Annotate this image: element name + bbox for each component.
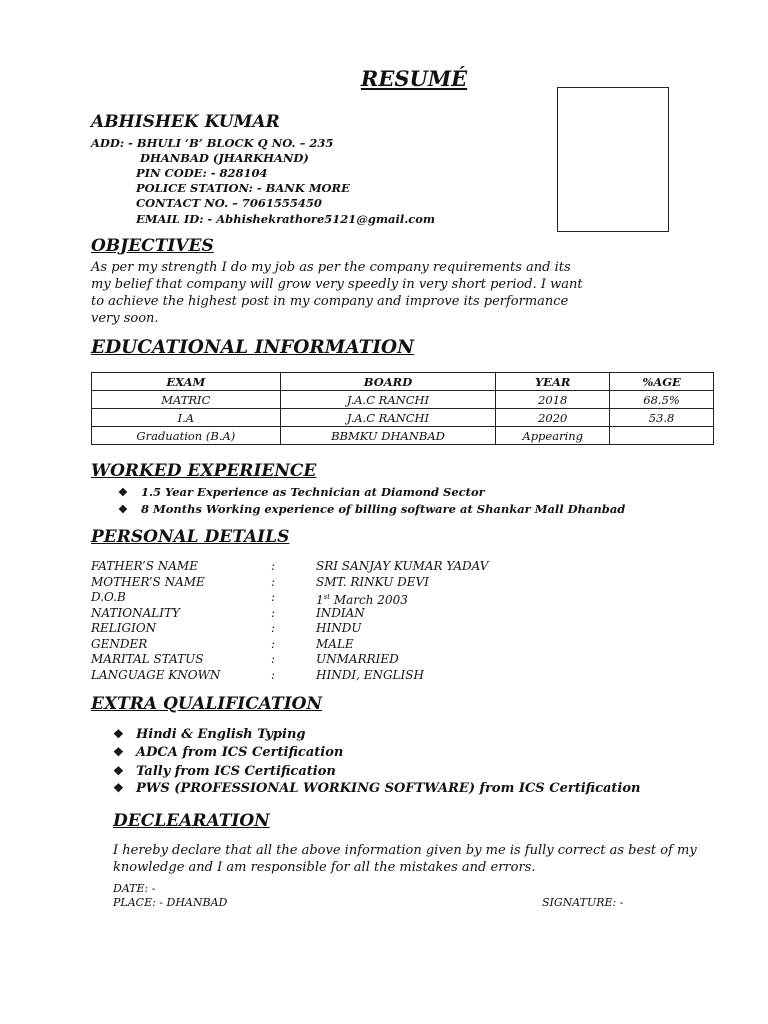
detail-value: MALE xyxy=(316,636,354,651)
table-cell: 2018 xyxy=(496,391,610,409)
pin-code: PIN CODE: - 828104 xyxy=(136,166,268,180)
detail-label: GENDER xyxy=(91,636,148,651)
bullet-icon: ❖ xyxy=(113,745,124,759)
detail-separator: : xyxy=(271,621,276,635)
dob-month-year: March 2003 xyxy=(330,593,408,607)
table-cell: 53.8 xyxy=(610,409,714,427)
experience-heading: WORKED EXPERIENCE xyxy=(91,461,317,481)
objectives-line: very soon. xyxy=(91,311,159,326)
signature-label: SIGNATURE: - xyxy=(542,896,624,909)
personal-details-list xyxy=(91,559,591,683)
detail-separator: : xyxy=(271,574,276,589)
table-header-row xyxy=(92,373,714,391)
detail-label: RELIGION xyxy=(91,621,157,635)
detail-separator: : xyxy=(271,559,276,573)
detail-value: HINDI, ENGLISH xyxy=(316,667,424,682)
qualification-item: ADCA from ICS Certification xyxy=(136,745,344,760)
detail-label: D.O.B xyxy=(91,590,126,604)
table-cell xyxy=(610,427,714,445)
declaration-line: I hereby declare that all the above information given by me is fully correct as best of my xyxy=(113,843,697,858)
experience-item: 1.5 Year Experience as Technician at Diamond Sector xyxy=(141,485,485,499)
police-station: POLICE STATION: - BANK MORE xyxy=(136,181,350,195)
table-cell: I.A xyxy=(92,409,281,427)
declaration-heading: DECLEARATION xyxy=(113,811,270,831)
detail-value: UNMARRIED xyxy=(316,652,399,666)
detail-separator: : xyxy=(271,590,276,604)
detail-label: MARITAL STATUS xyxy=(91,652,204,666)
contact-number: CONTACT NO. – 7061555450 xyxy=(136,196,322,210)
list-item xyxy=(91,637,591,653)
table-cell: BBMKU DHANBAD xyxy=(280,427,496,445)
bullet-icon: ❖ xyxy=(113,781,124,795)
list-item xyxy=(91,559,591,575)
list-item xyxy=(91,590,591,606)
address-line: ADD: - BHULI ‘B’ BLOCK Q NO. – 235 xyxy=(91,136,334,150)
address-city: DHANBAD (JHARKHAND) xyxy=(140,151,309,165)
detail-value: SMT. RINKU DEVI xyxy=(316,574,429,589)
table-cell: J.A.C RANCHI xyxy=(280,391,496,409)
detail-label: FATHER’S NAME xyxy=(91,559,198,573)
bullet-icon: ❖ xyxy=(113,727,124,741)
objectives-line: As per my strength I do my job as per the company requirements and its xyxy=(91,260,571,275)
list-item xyxy=(113,781,641,796)
detail-value: SRI SANJAY KUMAR YADAV xyxy=(316,559,489,573)
detail-value: HINDU xyxy=(316,621,362,635)
qualification-item: Hindi & English Typing xyxy=(136,727,306,742)
objectives-heading: OBJECTIVES xyxy=(91,236,214,256)
table-row xyxy=(92,391,714,409)
place-label: PLACE: - DHANBAD xyxy=(113,896,228,909)
detail-label: NATIONALITY xyxy=(91,605,180,620)
table-cell: MATRIC xyxy=(92,391,281,409)
detail-separator: : xyxy=(271,652,276,666)
list-item xyxy=(118,502,625,516)
bullet-icon: ❖ xyxy=(113,764,124,778)
candidate-name: ABHISHEK KUMAR xyxy=(91,112,280,132)
education-table xyxy=(91,372,714,445)
list-item xyxy=(91,652,591,668)
experience-item: 8 Months Working experience of billing software at Shankar Mall Dhanbad xyxy=(141,502,626,516)
education-heading: EDUCATIONAL INFORMATION xyxy=(91,337,415,358)
detail-label: LANGUAGE KNOWN xyxy=(91,667,221,682)
objectives-line: my belief that company will grow very speedly in very short period. I want xyxy=(91,277,583,292)
list-item xyxy=(118,485,485,499)
declaration-text xyxy=(113,842,713,876)
objectives-text xyxy=(91,259,651,327)
list-item xyxy=(91,621,591,637)
extra-heading: EXTRA QUALIFICATION xyxy=(91,694,323,714)
list-item xyxy=(91,606,591,622)
table-cell: Graduation (B.A) xyxy=(92,427,281,445)
list-item xyxy=(113,745,343,760)
table-row xyxy=(92,409,714,427)
column-header-board: BOARD xyxy=(280,373,496,391)
bullet-icon: ❖ xyxy=(118,486,128,499)
table-cell: 2020 xyxy=(496,409,610,427)
qualification-item: PWS (PROFESSIONAL WORKING SOFTWARE) from ICS Certification xyxy=(136,781,641,796)
date-label: DATE: - xyxy=(113,882,156,895)
dob-suffix: st xyxy=(323,593,331,601)
qualification-item: Tally from ICS Certification xyxy=(136,764,336,779)
detail-separator: : xyxy=(271,605,276,620)
dob-day: 1 xyxy=(316,593,324,607)
photo-box xyxy=(557,87,669,232)
objectives-line: to achieve the highest post in my company and improve its performance xyxy=(91,294,569,309)
list-item xyxy=(91,575,591,591)
table-cell: J.A.C RANCHI xyxy=(280,409,496,427)
column-header-percentage: %AGE xyxy=(610,373,714,391)
list-item xyxy=(113,764,336,779)
resume-title: RESUMÉ xyxy=(360,66,468,91)
detail-value: INDIAN xyxy=(316,605,365,620)
detail-separator: : xyxy=(271,636,276,651)
table-cell: Appearing xyxy=(496,427,610,445)
detail-label: MOTHER’S NAME xyxy=(91,574,205,589)
table-row xyxy=(92,427,714,445)
declaration-line: knowledge and I am responsible for all the mistakes and errors. xyxy=(113,860,536,875)
bullet-icon: ❖ xyxy=(118,503,128,516)
detail-separator: : xyxy=(271,667,276,682)
personal-heading: PERSONAL DETAILS xyxy=(91,527,290,547)
column-header-year: YEAR xyxy=(496,373,610,391)
email-id: EMAIL ID: - Abhishekrathore5121@gmail.com xyxy=(136,212,436,226)
list-item xyxy=(113,727,305,742)
table-cell: 68.5% xyxy=(610,391,714,409)
list-item xyxy=(91,668,591,684)
column-header-exam: EXAM xyxy=(92,373,281,391)
